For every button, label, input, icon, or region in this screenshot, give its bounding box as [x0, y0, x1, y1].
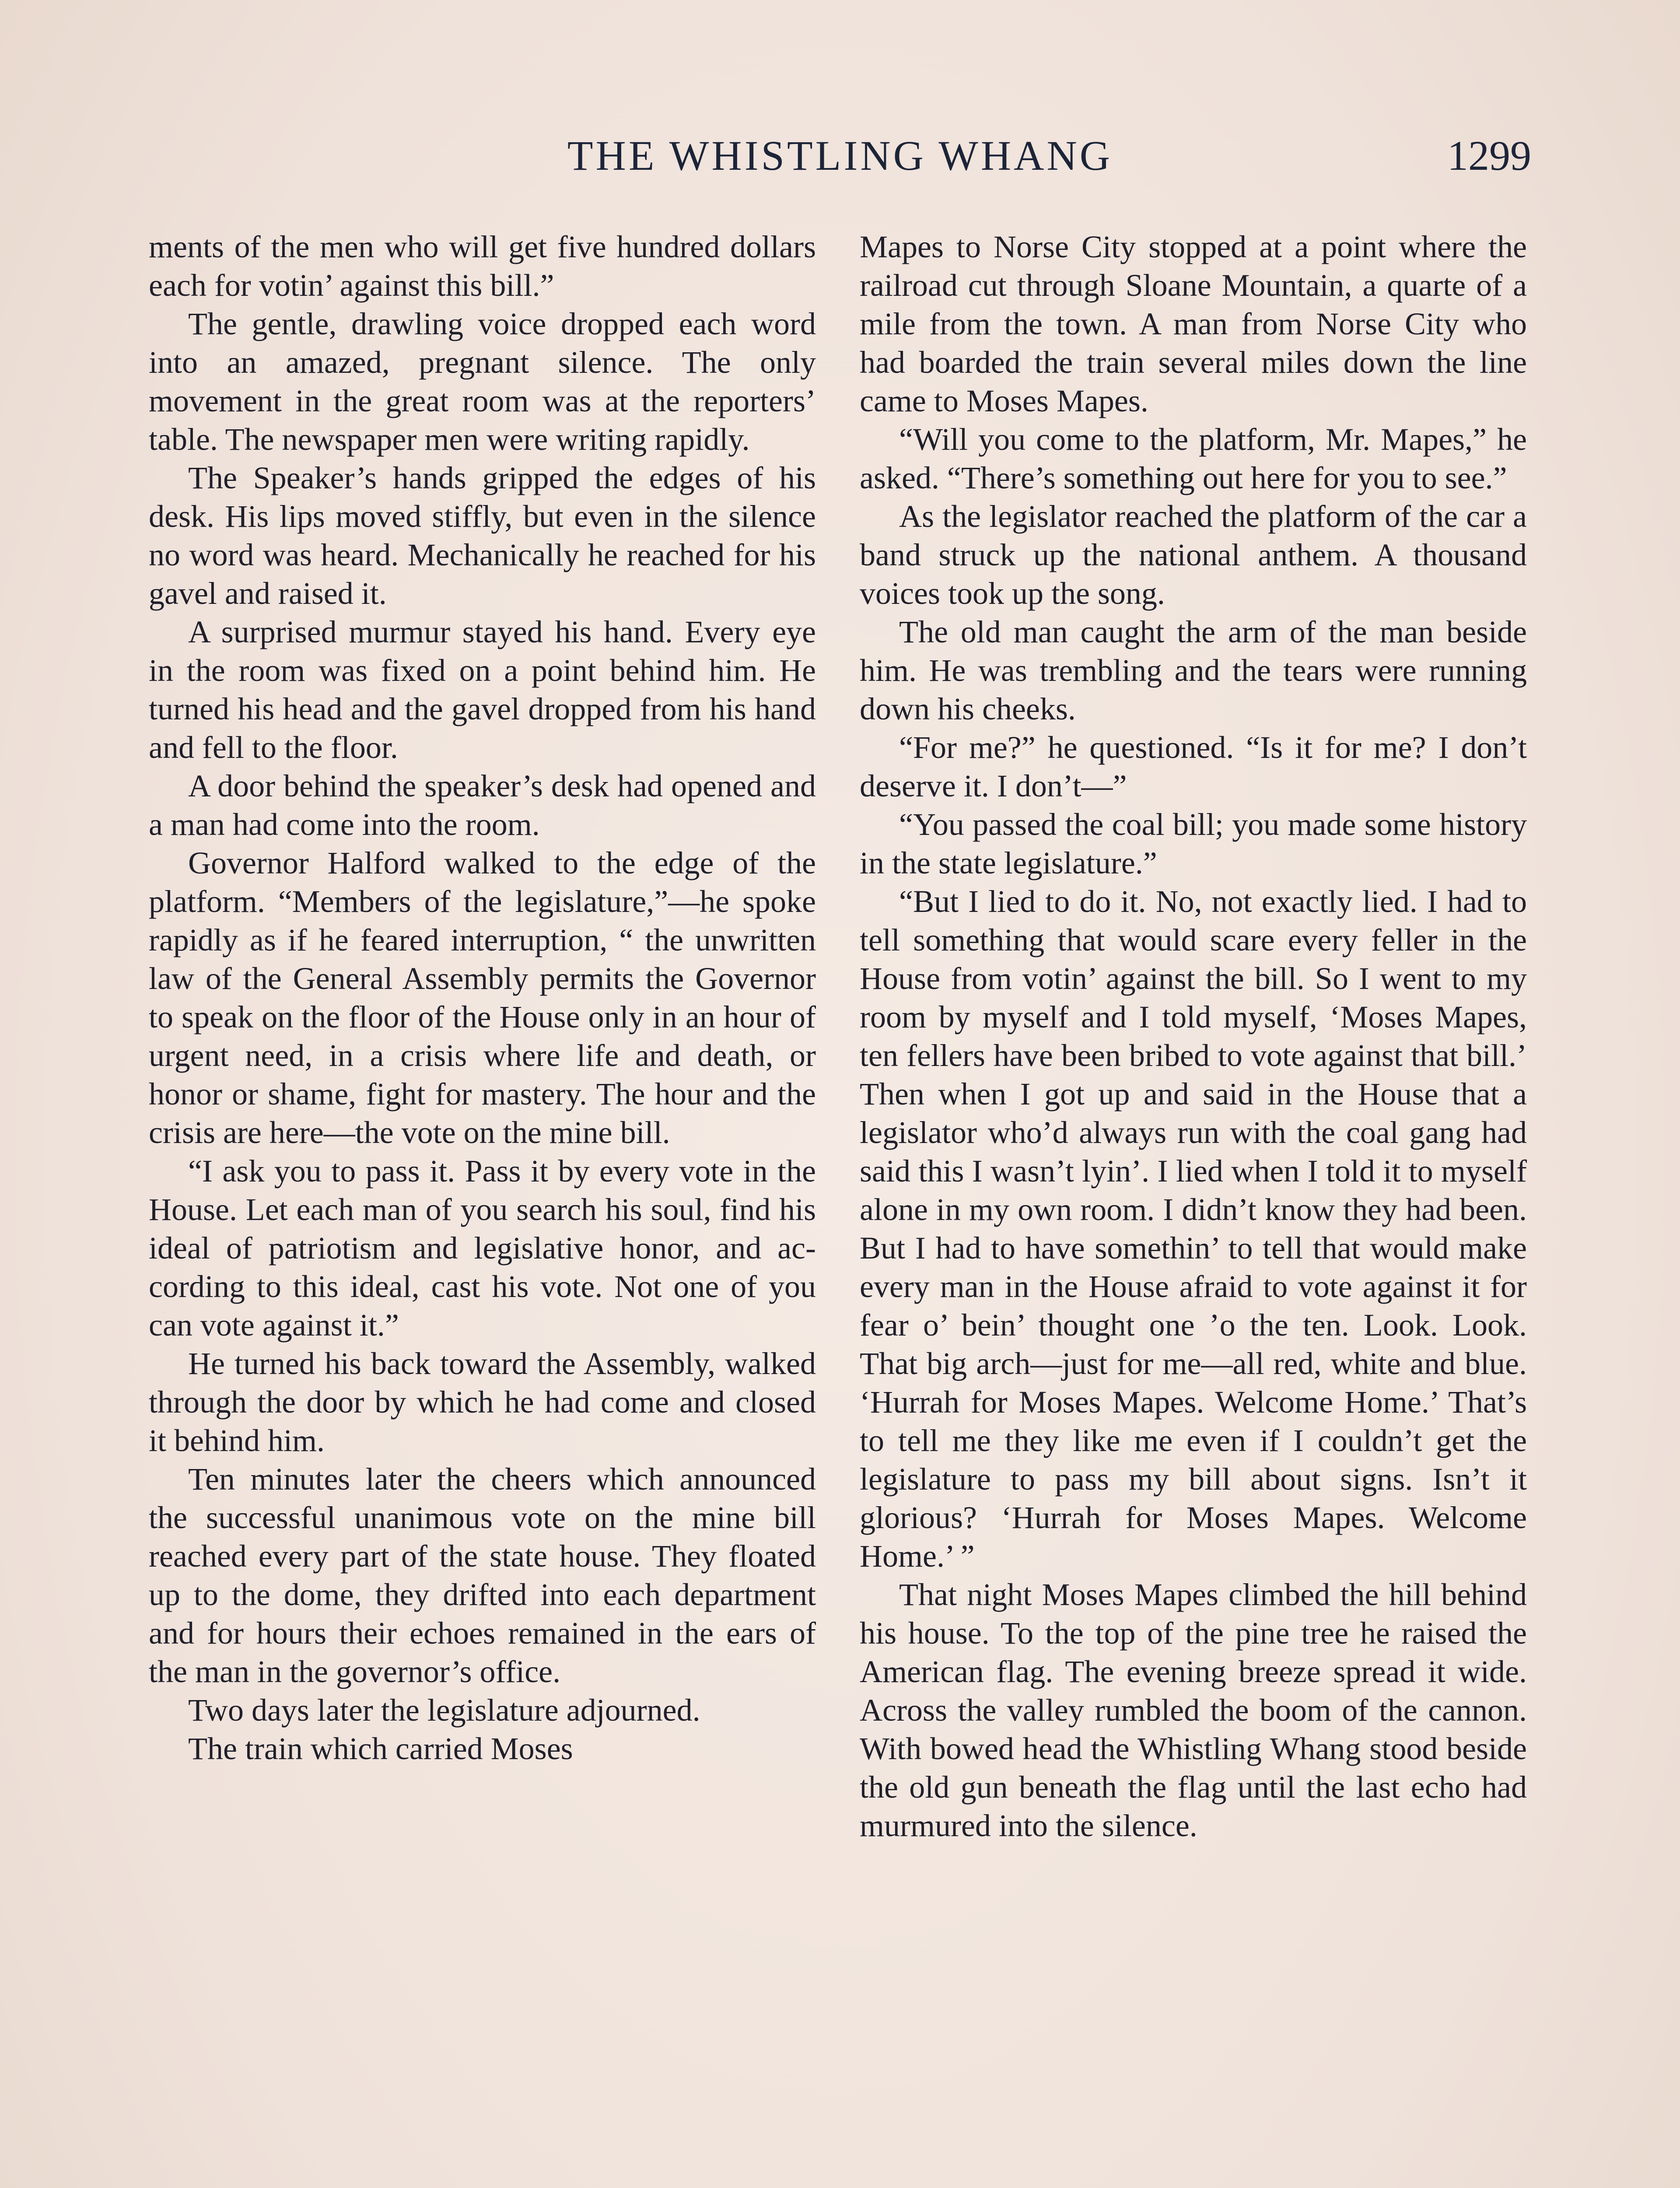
paragraph: “But I lied to do it. No, not exactly lied. I had to tell something that would scare every feller in the House from votin’ against the bill. So I went to my room by myself and I told myself, ‘Moses Mapes, ten fellers have been bribed to vote against that bill.’ Then when I got up and said in the House that a legislator who’d always run with the coal gang had said this I wasn’t lyin’. I lied when I told it to myself alone in my own room. I didn’t know they had been. But I had to have somethin’ to tell that would make every man in the House afraid to vote against it for fear o’ bein’ thought one ’o the ten. Look. Look. That big arch—just for me—all red, white and blue. ‘Hurrah for Moses Mapes. Welcome Home.’ That’s to tell me they like me even if I couldn’t get the legislature to pass my bill about signs. Isn’t it glorious? ‘Hurrah for Moses Mapes. Welcome Home.’ ” — [860, 884, 1527, 1574]
paragraph: Two days later the legislature adjourned. — [188, 1693, 700, 1728]
paragraph: “You passed the coal bill; you made some history in the state legislature.” — [860, 807, 1527, 880]
paragraph: Mapes to Norse City stopped at a point where the railroad cut through Sloane Mountain, a quarte of a mile from the town. A man from Norse City who had boarded the train several miles down the line came to Moses Mapes. — [860, 229, 1527, 418]
paragraph: Ten minutes later the cheers which announced the successful unanimous vote on the mine bill reached every part of the state house. They floated up to the dome, they drifted into each department and for hours their echoes remained in the ears of the man in the governor’s office. — [149, 1462, 816, 1689]
paragraph: The gentle, drawling voice dropped each word into an amazed, pregnant silence. The only movement in the great room was at the reporters’ table. The newspaper men were writing rapidly. — [149, 306, 816, 457]
right-column — [860, 228, 1527, 2188]
paragraph: “I ask you to pass it. Pass it by every vote in the House. Let each man of you search his soul, find his ideal of patriotism and legislative honor, and according to this ideal, cast his vote. Not one of you can vote against it.” — [149, 1154, 816, 1343]
paragraph: He turned his back toward the Assembly, walked through the door by which he had come and closed it behind him. — [149, 1346, 816, 1458]
running-header — [149, 131, 1531, 184]
paragraph: As the legislator reached the platform of the car a band struck up the national anthem. A thousand voices took up the song. — [860, 499, 1527, 611]
paragraph: That night Moses Mapes climbed the hill behind his house. To the top of the pine tree he raised the American flag. The evening breeze spread it wide. Across the valley rumbled the boom of the cannon. With bowed head the Whistling Whang stood beside the old gun beneath the flag until the last echo had murmured into the silence. — [860, 1577, 1527, 1843]
paragraph: ments of the men who will get five hundred dollars each for votin’ against this bill.” — [149, 229, 816, 303]
paragraph: A surprised murmur stayed his hand. Every eye in the room was fixed on a point behind him. He turned his head and the gavel dropped from his hand and fell to the floor. — [149, 614, 816, 765]
paragraph: The Speaker’s hands gripped the edges of his desk. His lips moved stiffly, but even in the silence no word was heard. Mechanically he reached for his gavel and raised it. — [149, 460, 816, 611]
paragraph: Governor Halford walked to the edge of the platform. “Members of the legislature,”—he spoke rapidly as if he feared interruption, “ the unwritten law of the General Assembly permits the Governor to speak on the floor of the House only in an hour of urgent need, in a crisis where life and death, or honor or shame, fight for mastery. The hour and the crisis are here—the vote on the mine bill. — [149, 845, 816, 1150]
running-title: THE WHISTLING WHANG — [567, 132, 1113, 179]
paragraph: The old man caught the arm of the man beside him. He was trembling and the tears were running down his cheeks. — [860, 614, 1527, 726]
paragraph: “Will you come to the platform, Mr. Mapes,” he asked. “There’s something out here for you to see.” — [860, 422, 1527, 495]
left-column — [149, 228, 816, 2188]
paragraph: The train which carried Moses — [188, 1731, 573, 1766]
page-number: 1299 — [1447, 132, 1531, 179]
paragraph: A door behind the speaker’s desk had opened and a man had come into the room. — [149, 768, 816, 842]
paragraph: “For me?” he questioned. “Is it for me? I don’t deserve it. I don’t—” — [860, 730, 1527, 803]
